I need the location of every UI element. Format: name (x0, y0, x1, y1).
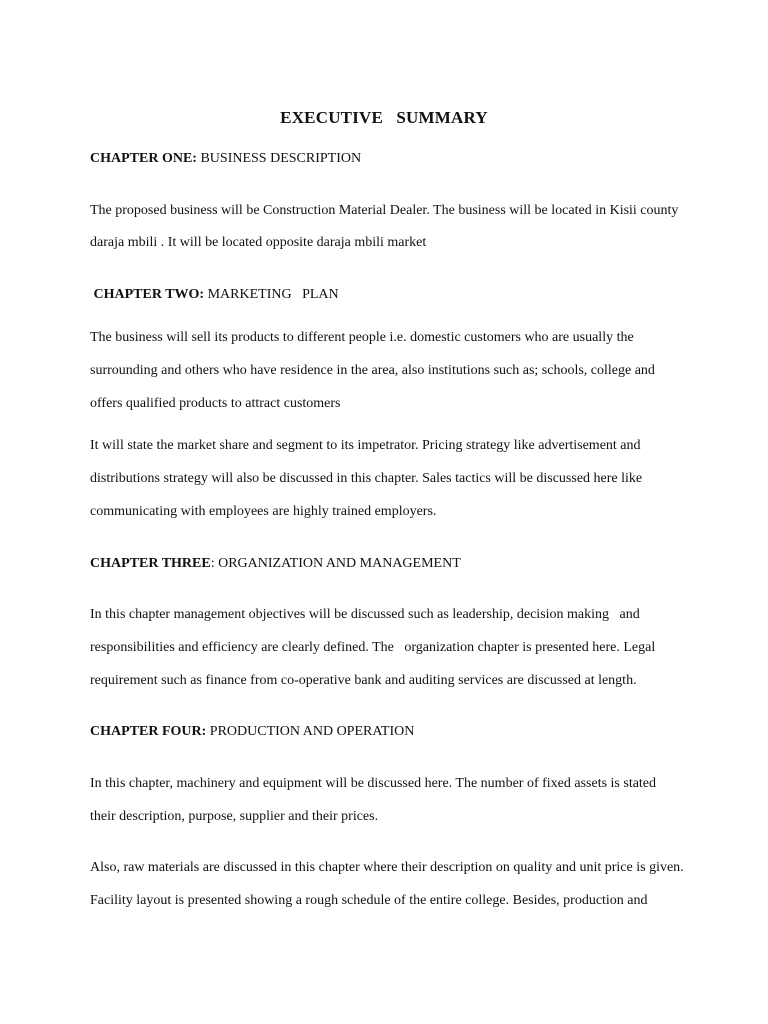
chapter-three-heading (90, 555, 461, 573)
paragraph-line: Also, raw materials are discussed in this chapter where their description on quality and unit price is given. (90, 860, 684, 875)
chapter-three-title: : ORGANIZATION AND MANAGEMENT (210, 556, 461, 571)
chapter-three-label: CHAPTER THREE (90, 556, 211, 571)
chapter-four-heading (90, 723, 414, 741)
chapter-two-heading (90, 286, 339, 304)
chapter-two-title: MARKETING PLAN (204, 287, 339, 302)
paragraph-line: responsibilities and efficiency are clearly defined. The organization chapter is presented here. Legal (90, 640, 656, 655)
paragraph-line: offers qualified products to attract customers (90, 396, 341, 411)
paragraph-line: The business will sell its products to different people i.e. domestic customers who are usually the (90, 330, 634, 345)
chapter-four-title: PRODUCTION AND OPERATION (206, 724, 415, 739)
chapter-one-label: CHAPTER ONE: (90, 151, 197, 166)
chapter-one-heading (90, 150, 361, 168)
paragraph-line: daraja mbili . It will be located opposite daraja mbili market (90, 235, 427, 250)
paragraph-line: requirement such as finance from co-operative bank and auditing services are discussed at length. (90, 673, 637, 688)
paragraph-line: In this chapter, machinery and equipment will be discussed here. The number of fixed assets is stated (90, 776, 657, 791)
paragraph-line: In this chapter management objectives will be discussed such as leadership, decision making and (90, 607, 640, 622)
paragraph-line: communicating with employees are highly trained employers. (90, 504, 437, 519)
paragraph-line: The proposed business will be Construction Material Dealer. The business will be located in Kisii county (90, 203, 679, 218)
paragraph-line: distributions strategy will also be discussed in this chapter. Sales tactics will be discussed here like (90, 471, 643, 486)
paragraph-line: Facility layout is presented showing a rough schedule of the entire college. Besides, production and (90, 893, 648, 908)
chapter-two-label: CHAPTER TWO: (90, 287, 205, 302)
paragraph-line: their description, purpose, supplier and their prices. (90, 809, 379, 824)
chapter-one-title: BUSINESS DESCRIPTION (196, 151, 362, 166)
paragraph-line: surrounding and others who have residence in the area, also institutions such as; schools, college and (90, 363, 655, 378)
paragraph-line: It will state the market share and segment to its impetrator. Pricing strategy like advertisement and (90, 438, 641, 453)
page-title: EXECUTIVE SUMMARY (280, 108, 488, 127)
chapter-four-label: CHAPTER FOUR: (90, 724, 207, 739)
